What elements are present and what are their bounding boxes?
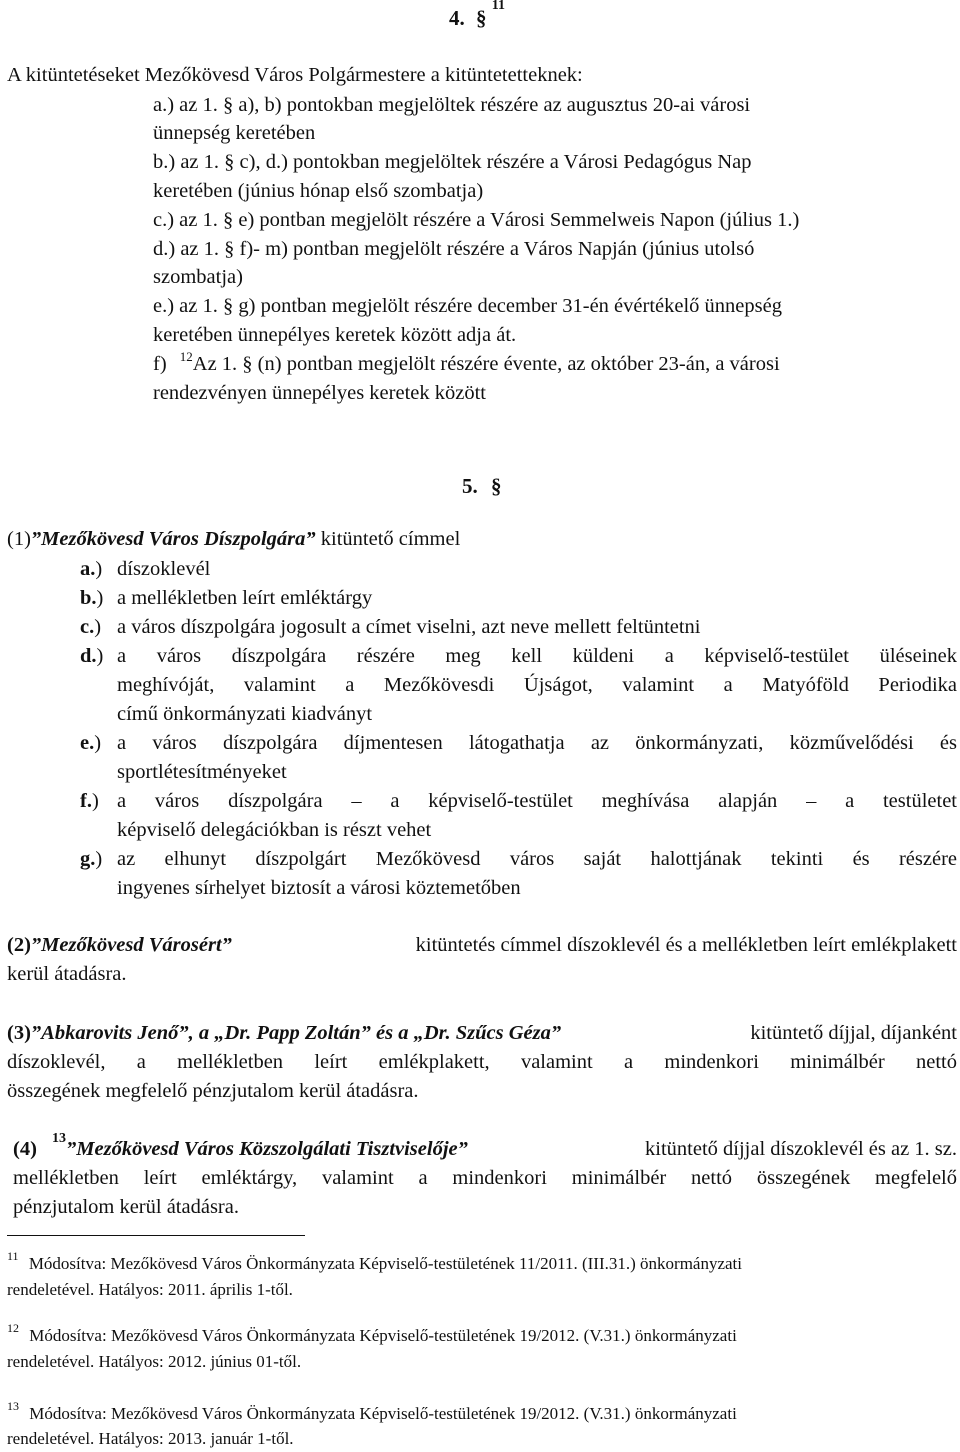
item-label: e.) — [80, 732, 102, 754]
paragraph-2-line1: (2)”Mezőkövesd Városért” kitüntetés címmel díszoklevél és a mellékletben leírt emlékplakett — [7, 934, 957, 956]
section-mark: § — [491, 474, 502, 498]
item-text: díszoklevél — [117, 558, 211, 580]
item-d-line1: d.) az 1. § f)- m) pontban megjelölt részére a Város Napján (június utolsó — [153, 238, 755, 260]
section-4-intro: A kitüntetéseket Mezőkövesd Város Polgármestere a kitüntetetteknek: — [7, 64, 583, 86]
item-text: az elhunyt díszpolgárt Mezőkövesd város saját halottjának tekinti és részére — [117, 848, 957, 870]
paragraph-2-line2: kerül átadásra. — [7, 963, 127, 985]
footnote-11-line1: $^{11}$ Módosítva: Mezőkövesd Város Önkormányzata Képviselő-testületének 11/2011. (III.31.) önkormányzati — [7, 1249, 742, 1273]
item-label: d.) — [80, 645, 104, 667]
item-text: a város díszpolgára részére meg kell küldeni a képviselő-testület üléseinek — [117, 645, 957, 667]
section-4-heading: 4. § $^{11}$ — [449, 0, 505, 30]
item-label: g.) — [80, 848, 103, 870]
footnote-ref-12[interactable]: 12 — [179, 349, 193, 364]
footnote-ref-11[interactable]: 11 — [491, 0, 505, 13]
item-text: képviselő delegációkban is részt vehet — [117, 819, 432, 841]
paragraph-3-line2: díszoklevél, a mellékletben leírt emlékplakett, valamint a mindenkori minimálbér nettó — [7, 1051, 957, 1073]
footnote-13-line1: $^{13}$ Módosítva: Mezőkövesd Város Önkormányzata Képviselő-testületének 19/2012. (V.31.) önkormányzati — [7, 1399, 737, 1423]
item-text: a város díszpolgára díjmentesen látogathatja az önkormányzati, közművelődési és — [117, 732, 957, 754]
paragraph-4-line2: mellékletben leírt emléktárgy, valamint a mindenkori minimálbér nettó összegének megfelelő — [13, 1167, 957, 1189]
item-e-line2: keretében ünnepélyes keretek között adja át. — [153, 324, 517, 346]
footnote-12-line2: rendeletével. Hatályos: 2012. június 01-től. — [7, 1352, 302, 1371]
footnote-12-line1: $^{12}$ Módosítva: Mezőkövesd Város Önkormányzata Képviselő-testületének 19/2012. (V.31.) önkormányzati — [7, 1321, 737, 1345]
item-c-line1: c.) az 1. § e) pontban megjelölt részére a Városi Semmelweis Napon (július 1.) — [153, 209, 800, 231]
paragraph-4-line3: pénzjutalom kerül átadásra. — [13, 1196, 239, 1218]
item-f-line1: f) $^{12}$Az 1. § (n) pontban megjelölt részére évente, az október 23-án, a városi — [153, 349, 780, 375]
item-label: f.) — [80, 790, 99, 812]
item-f-line2: rendezvényen ünnepélyes keretek között — [153, 382, 486, 404]
item-text: meghívóját, valamint a Mezőkövesdi Újságot, valamint a Matyóföld Periodika — [117, 674, 957, 696]
item-text: a mellékletben leírt emléktárgy — [117, 587, 373, 609]
item-b-line2: keretében (június hónap első szombatja) — [153, 180, 484, 202]
item-a-line1: a.) az 1. § a), b) pontokban megjelöltek részére az augusztus 20-ai városi — [153, 94, 751, 116]
paragraph-1-heading: (1)”Mezőkövesd Város Díszpolgára” kitüntető címmel — [7, 528, 461, 550]
item-b-line1: b.) az 1. § c), d.) pontokban megjelöltek részére a Városi Pedagógus Nap — [153, 151, 752, 173]
item-text: a város díszpolgára jogosult a címet viselni, azt neve mellett feltüntetni — [117, 616, 701, 638]
paragraph-3-line1: (3)”Abkarovits Jenő”, a „Dr. Papp Zoltán” és a „Dr. Szűcs Géza” kitüntető díjjal, díjanként — [7, 1022, 957, 1044]
item-label: a.) — [80, 558, 103, 580]
item-label: c.) — [80, 616, 102, 638]
item-a-line2: ünnepség keretében — [153, 122, 316, 144]
item-text: ingyenes sírhelyet biztosít a városi köztemetőben — [117, 877, 521, 899]
paragraph-3-line3: összegének megfelelő pénzjutalom kerül átadásra. — [7, 1080, 419, 1102]
section-mark: § — [476, 6, 487, 30]
item-text: című önkormányzati kiadványt — [117, 703, 373, 725]
section-5-heading: 5. § — [462, 474, 502, 498]
paragraph-4-line1: (4) $^{13}$”Mezőkövesd Város Közszolgálati Tisztviselője” kitüntető díjjal díszoklevél és az 1. sz. — [13, 1131, 957, 1160]
item-text: a város díszpolgára – a képviselő-testület meghívása alapján – a testületet — [117, 790, 957, 812]
footnote-11-line2: rendeletével. Hatályos: 2011. április 1-től. — [7, 1280, 293, 1299]
item-text: sportlétesítményeket — [117, 761, 287, 783]
item-label: b.) — [80, 587, 104, 609]
footnote-13-line2: rendeletével. Hatályos: 2013. január 1-től. — [7, 1429, 294, 1448]
item-e-line1: e.) az 1. § g) pontban megjelölt részére december 31-én évértékelő ünnepség — [153, 295, 782, 317]
item-d-line2: szombatja) — [153, 266, 243, 288]
footnote-separator — [7, 1235, 305, 1236]
footnote-ref-13[interactable]: 13 — [52, 1131, 67, 1146]
